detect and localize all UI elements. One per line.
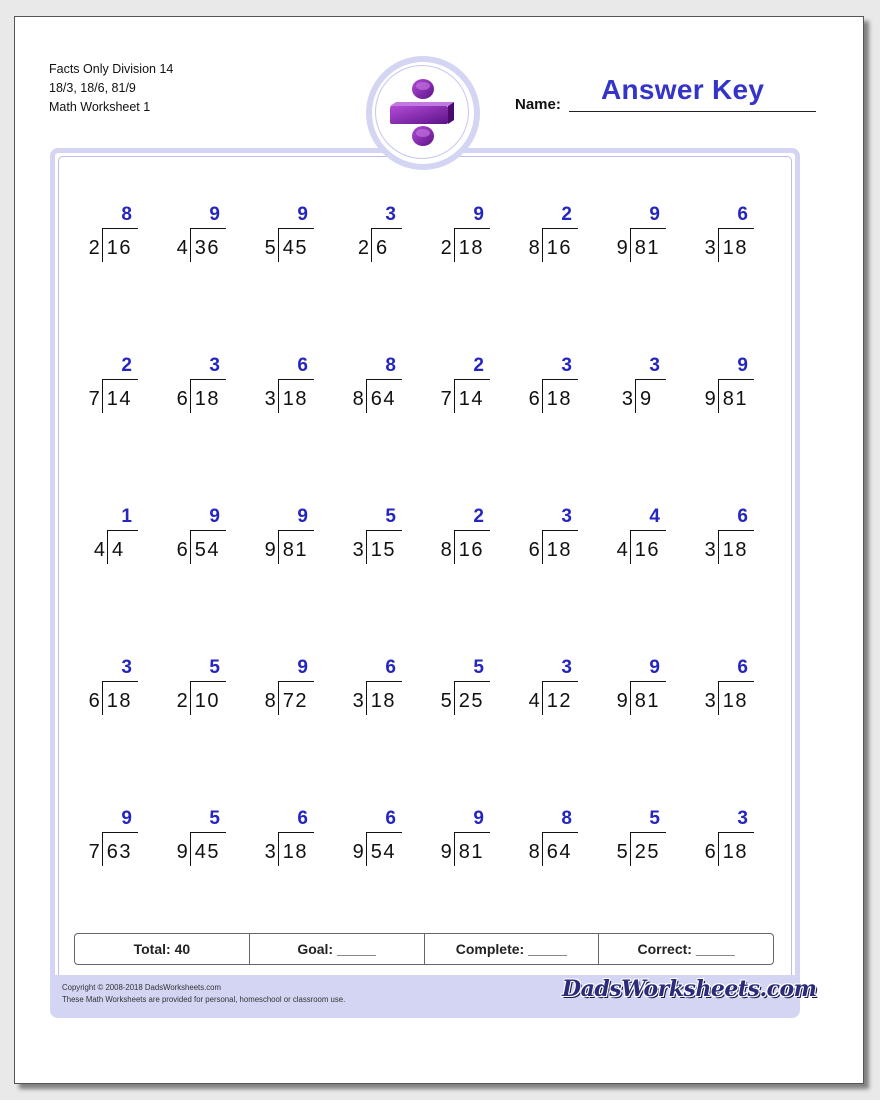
dividend: 45 [278,228,314,262]
quotient-answer: 5 [209,657,220,678]
long-division [265,681,314,721]
dividend: 18 [542,530,578,564]
long-division [89,228,138,268]
divisor: 7 [440,388,452,410]
dividend: 64 [542,832,578,866]
long-division [94,530,138,570]
division-problem [694,659,754,719]
dividend: 6 [371,228,402,262]
quotient-answer: 5 [209,808,220,829]
dividend: 9 [635,379,666,413]
quotient-answer: 8 [121,204,132,225]
division-problem [694,206,754,266]
goal-field: Goal: _____ [250,934,425,964]
long-division [617,832,666,872]
dividend: 54 [190,530,226,564]
quotient-answer: 2 [473,506,484,527]
dividend: 81 [454,832,490,866]
division-problem [254,810,314,870]
name-line [569,111,816,112]
divisor: 3 [264,388,276,410]
division-problem [166,810,226,870]
long-division [705,379,754,419]
dividend: 14 [454,379,490,413]
division-problem [166,659,226,719]
division-problem [166,206,226,266]
dividend: 16 [454,530,490,564]
dividend: 18 [278,379,314,413]
dividend: 18 [718,832,754,866]
divisor: 4 [176,237,188,259]
division-problem [430,206,490,266]
division-problem [254,508,314,568]
long-division [177,379,226,419]
dividend: 12 [542,681,578,715]
dividend: 18 [542,379,578,413]
division-problem [254,357,314,417]
division-problem [606,659,666,719]
long-division [89,681,138,721]
dividend: 81 [718,379,754,413]
long-division [705,530,754,570]
long-division [705,228,754,268]
dividend: 64 [366,379,402,413]
quotient-answer: 9 [209,204,220,225]
dividend: 14 [102,379,138,413]
quotient-answer: 9 [297,204,308,225]
division-problem [342,357,402,417]
dividend: 15 [366,530,402,564]
division-problem [342,659,402,719]
divisor: 8 [528,237,540,259]
dividend: 81 [630,681,666,715]
long-division [529,228,578,268]
dividend: 16 [630,530,666,564]
division-problem [606,357,666,417]
long-division [358,228,402,268]
division-problem [342,810,402,870]
dividend: 18 [718,681,754,715]
complete-field: Complete: _____ [425,934,600,964]
quotient-answer: 2 [473,355,484,376]
division-problem [430,508,490,568]
long-division [89,832,138,872]
long-division [617,228,666,268]
long-division [353,681,402,721]
score-summary [74,933,774,965]
worksheet-number: Math Worksheet 1 [49,100,151,114]
worksheet-title-block [49,60,173,117]
divisor: 2 [88,237,100,259]
divisor: 3 [704,690,716,712]
quotient-answer: 9 [473,204,484,225]
division-problem [254,659,314,719]
dividend: 16 [102,228,138,262]
divisor: 5 [440,690,452,712]
dividend: 18 [718,228,754,262]
divisor: 5 [264,237,276,259]
long-division [622,379,666,419]
long-division [265,832,314,872]
division-problem [606,508,666,568]
dividend: 18 [718,530,754,564]
division-problem [78,508,138,568]
long-division [265,228,314,268]
dividend: 63 [102,832,138,866]
divisor: 6 [88,690,100,712]
dividend: 54 [366,832,402,866]
problem-grid [70,206,774,961]
copyright-notice [62,982,345,1006]
division-problem [518,810,578,870]
dividend: 18 [366,681,402,715]
divisor: 8 [528,841,540,863]
long-division [705,832,754,872]
long-division [529,681,578,721]
long-division [177,681,226,721]
division-logo [366,56,480,170]
divisor: 6 [176,388,188,410]
division-problem [78,206,138,266]
long-division [89,379,138,419]
divisor: 8 [352,388,364,410]
divisor: 4 [616,539,628,561]
dividend: 18 [102,681,138,715]
divisor: 4 [528,690,540,712]
dividend: 18 [454,228,490,262]
divisor: 9 [176,841,188,863]
correct-field: Correct: _____ [637,941,735,957]
problem-row [70,659,774,810]
divisor: 7 [88,841,100,863]
quotient-answer: 9 [297,506,308,527]
long-division [265,379,314,419]
long-division [353,832,402,872]
long-division [529,379,578,419]
dividend: 25 [454,681,490,715]
division-problem [430,659,490,719]
quotient-answer: 9 [649,204,660,225]
divisor: 9 [616,237,628,259]
divisor: 9 [440,841,452,863]
long-division [265,530,314,570]
long-division [441,530,490,570]
divisor: 2 [357,237,369,259]
dividend: 4 [107,530,138,564]
quotient-answer: 3 [385,204,396,225]
divisor: 6 [528,539,540,561]
long-division [529,832,578,872]
division-problem [518,357,578,417]
long-division [617,530,666,570]
copyright-text: Copyright © 2008-2018 DadsWorksheets.com [62,983,222,992]
quotient-answer: 4 [649,506,660,527]
problem-row [70,508,774,659]
brand-logo: DadsWorksheets.com [562,976,817,1002]
divisor: 3 [352,690,364,712]
division-problem [342,508,402,568]
quotient-answer: 1 [121,506,132,527]
dividend: 36 [190,228,226,262]
name-label: Name: [515,96,561,113]
quotient-answer: 6 [385,808,396,829]
long-division [353,530,402,570]
divisor: 9 [264,539,276,561]
dividend: 45 [190,832,226,866]
dividend: 18 [278,832,314,866]
division-problem [78,810,138,870]
long-division [353,379,402,419]
usage-notice: These Math Worksheets are provided for personal, homeschool or classroom use. [62,995,346,1004]
divisor: 8 [440,539,452,561]
dividend: 72 [278,681,314,715]
long-division [441,681,490,721]
division-problem [166,508,226,568]
quotient-answer: 3 [121,657,132,678]
dividend: 16 [542,228,578,262]
problem-row [70,206,774,357]
division-problem [254,206,314,266]
division-problem [78,357,138,417]
divisor: 8 [264,690,276,712]
division-problem [694,508,754,568]
dividend: 81 [278,530,314,564]
dividend: 81 [630,228,666,262]
division-problem [78,659,138,719]
divisor: 6 [704,841,716,863]
quotient-answer: 3 [209,355,220,376]
divisor: 5 [616,841,628,863]
quotient-answer: 6 [297,355,308,376]
worksheet-subtitle: 18/3, 18/6, 81/9 [49,81,136,95]
divisor: 3 [621,388,633,410]
division-problem [606,206,666,266]
long-division [441,228,490,268]
divisor: 3 [704,539,716,561]
quotient-answer: 6 [737,657,748,678]
quotient-answer: 9 [473,808,484,829]
division-problem [518,206,578,266]
quotient-answer: 8 [385,355,396,376]
dividend: 25 [630,832,666,866]
long-division [441,832,490,872]
divisor: 3 [704,237,716,259]
dividend: 18 [190,379,226,413]
quotient-answer: 9 [649,657,660,678]
long-division [441,379,490,419]
divisor: 6 [528,388,540,410]
long-division [617,681,666,721]
total-count: Total: 40 [75,934,250,964]
answer-key-text: Answer Key [601,74,765,105]
divisor: 2 [176,690,188,712]
quotient-answer: 6 [737,204,748,225]
divisor: 4 [93,539,105,561]
quotient-answer: 3 [737,808,748,829]
quotient-answer: 9 [737,355,748,376]
long-division [529,530,578,570]
quotient-answer: 9 [297,657,308,678]
division-sign-icon [388,74,458,150]
quotient-answer: 6 [297,808,308,829]
divisor: 3 [264,841,276,863]
divisor: 9 [616,690,628,712]
quotient-answer: 5 [473,657,484,678]
dividend: 10 [190,681,226,715]
division-problem [694,357,754,417]
quotient-answer: 3 [649,355,660,376]
divisor: 2 [440,237,452,259]
quotient-answer: 6 [737,506,748,527]
division-problem [606,810,666,870]
quotient-answer: 8 [561,808,572,829]
division-problem [518,508,578,568]
worksheet-title: Facts Only Division 14 [49,62,174,76]
problem-row [70,357,774,508]
long-division [705,681,754,721]
quotient-answer: 9 [209,506,220,527]
division-problem [518,659,578,719]
quotient-answer: 2 [121,355,132,376]
divisor: 9 [352,841,364,863]
long-division [177,228,226,268]
division-problem [430,357,490,417]
division-problem [342,206,402,266]
divisor: 7 [88,388,100,410]
division-problem [166,357,226,417]
long-division [177,832,226,872]
quotient-answer: 3 [561,657,572,678]
divisor: 3 [352,539,364,561]
quotient-answer: 5 [385,506,396,527]
quotient-answer: 9 [121,808,132,829]
quotient-answer: 5 [649,808,660,829]
long-division [177,530,226,570]
divisor: 9 [704,388,716,410]
quotient-answer: 3 [561,355,572,376]
division-problem [430,810,490,870]
quotient-answer: 2 [561,204,572,225]
division-problem [694,810,754,870]
quotient-answer: 6 [385,657,396,678]
quotient-answer: 3 [561,506,572,527]
divisor: 6 [176,539,188,561]
